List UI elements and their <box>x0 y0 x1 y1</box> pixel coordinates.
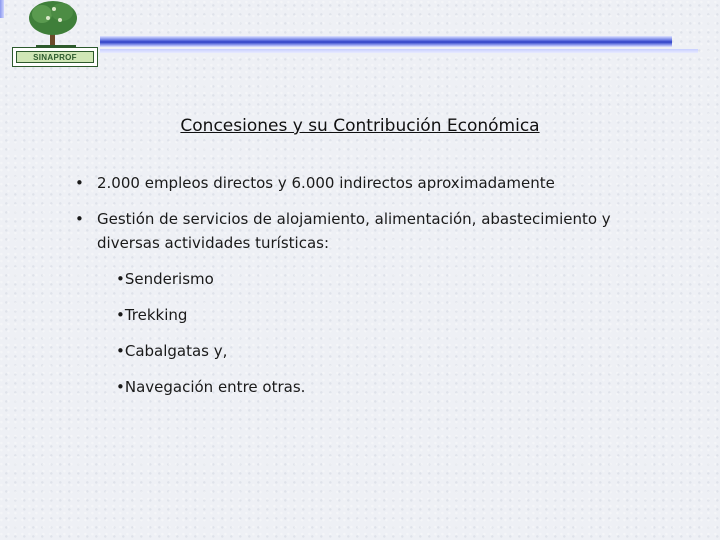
bullet-text-line2: diversas actividades turísticas: <box>97 234 330 252</box>
sub-item: •Trekking <box>116 306 188 324</box>
header-side-bar <box>0 0 4 18</box>
sub-item: •Senderismo <box>116 270 214 288</box>
logo-badge <box>12 47 98 67</box>
bullet-marker: • <box>75 210 84 228</box>
sinaprof-logo <box>6 0 98 72</box>
sub-item: •Cabalgatas y, <box>116 342 228 360</box>
header-accent-bar <box>100 36 672 47</box>
slide-title: Concesiones y su Contribución Económica <box>180 116 540 136</box>
logo-badge-text: SINAPROF <box>16 51 94 63</box>
tree-icon <box>26 0 86 50</box>
sub-item: •Navegación entre otras. <box>116 378 306 396</box>
bullet-text-line1: Gestión de servicios de alojamiento, alimentación, abastecimiento y <box>97 210 611 228</box>
bullet-item <box>75 210 611 228</box>
bullet-item <box>75 174 555 192</box>
bullet-text: 2.000 empleos directos y 6.000 indirectos aproximadamente <box>97 174 555 192</box>
header-thin-bar <box>100 49 698 53</box>
bullet-marker: • <box>75 174 84 192</box>
